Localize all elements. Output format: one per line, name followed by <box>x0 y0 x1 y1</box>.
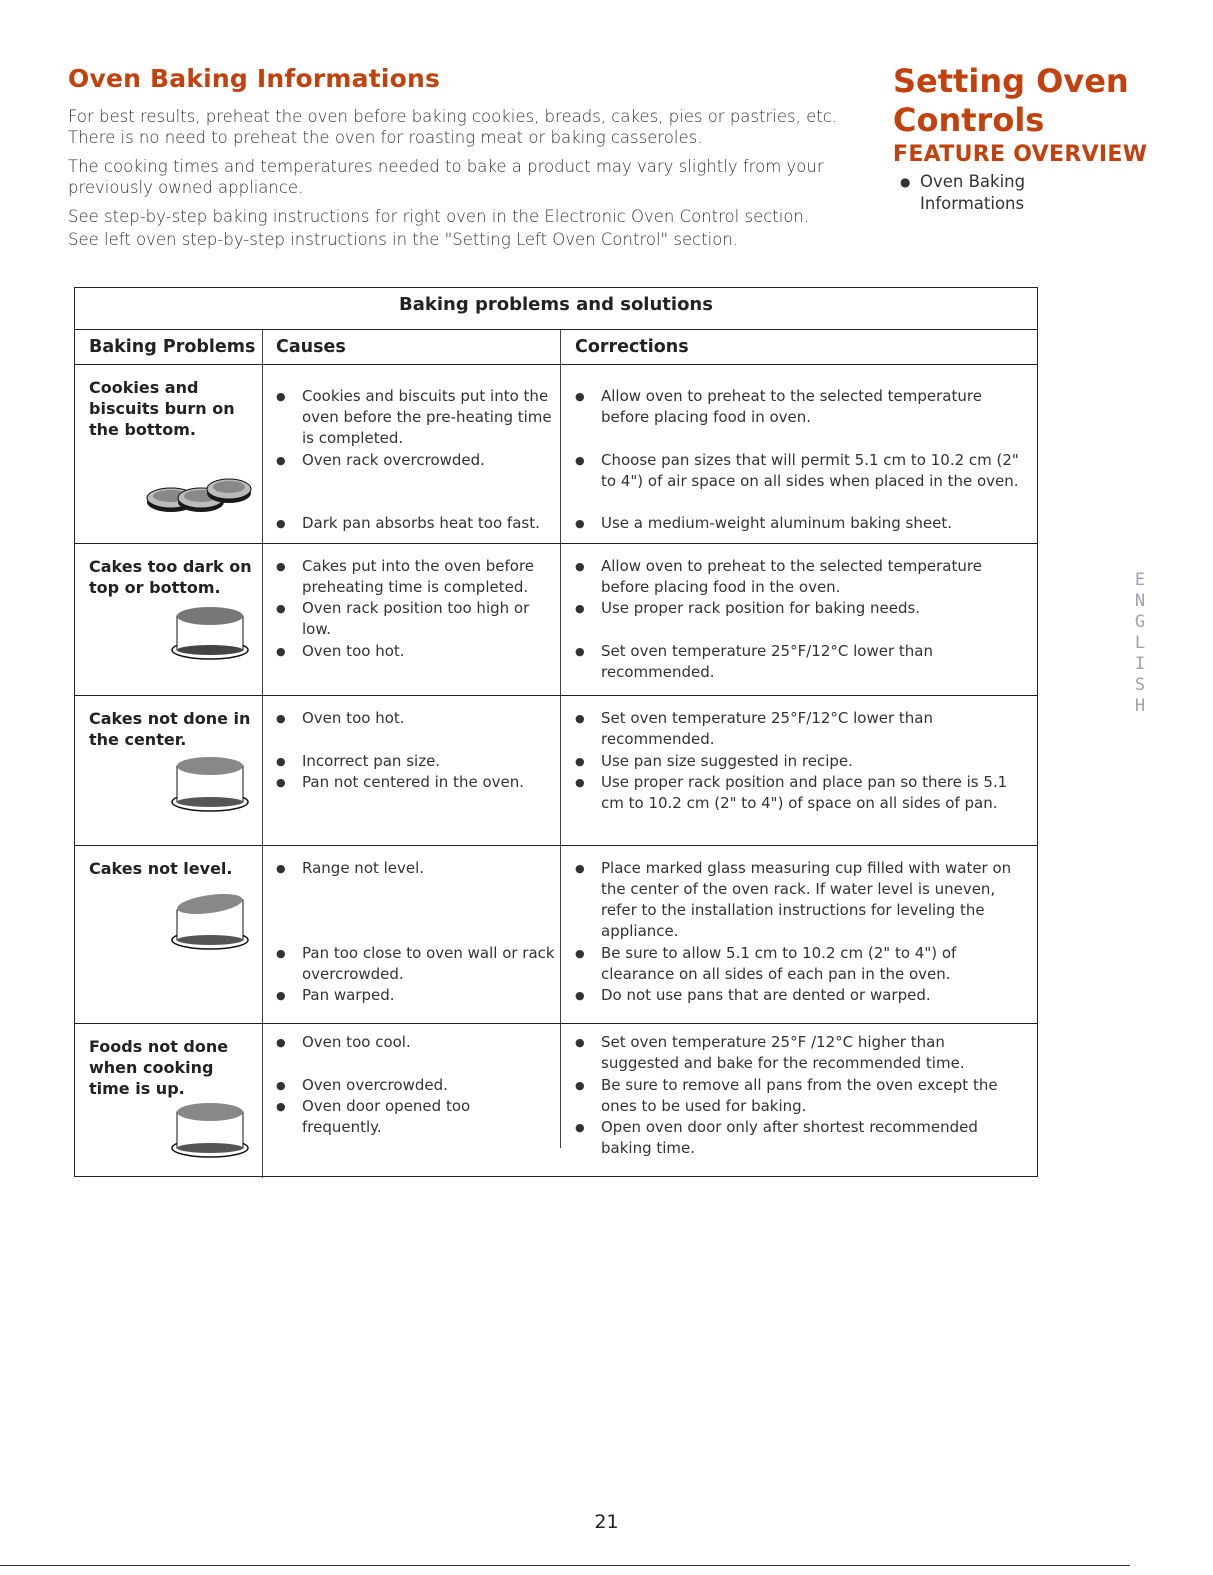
feature-overview-heading: FEATURE OVERVIEW <box>893 142 1148 167</box>
bullet-icon: ● <box>575 390 585 403</box>
table-caption: Baking problems and solutions <box>75 288 1037 330</box>
language-tab-letter: I <box>1134 654 1146 674</box>
bullet-icon: ● <box>575 1079 585 1092</box>
table-row <box>75 365 1037 544</box>
table-row <box>75 1024 1037 1176</box>
feature-overview-item: ● Oven Baking Informations <box>900 172 1026 213</box>
tilted-cake-icon <box>169 890 251 952</box>
cake-icon <box>169 752 251 814</box>
column-header-problems: Baking Problems <box>89 337 256 357</box>
bullet-icon: ● <box>276 645 286 658</box>
bullet-icon: ● <box>276 1036 286 1049</box>
intro-text <box>68 106 868 258</box>
cause-item: ● Oven overcrowded. <box>276 1076 448 1094</box>
footer-rule <box>0 1565 1130 1566</box>
language-tab <box>1133 570 1147 717</box>
bullet-icon: ● <box>575 862 585 875</box>
bullet-icon: ● <box>276 560 286 573</box>
bullet-icon: ● <box>276 390 286 403</box>
bullet-icon: ● <box>276 712 286 725</box>
page-title: Oven Baking Informations <box>68 64 441 93</box>
language-tab-letter: G <box>1134 612 1146 632</box>
baking-problems-table <box>74 287 1038 1177</box>
cause-item: ● Dark pan absorbs heat too fast. <box>276 514 540 532</box>
cause-item: ● Cakes put into the oven before preheating time is completed. <box>276 557 535 596</box>
column-header-causes: Causes <box>276 337 346 357</box>
cause-item: ● Oven door opened too frequently. <box>276 1097 471 1136</box>
bullet-icon: ● <box>575 645 585 658</box>
language-tab-letter: L <box>1134 633 1146 653</box>
correction-item: ● Open oven door only after shortest recommended baking time. <box>575 1118 978 1157</box>
intro-paragraph: See step-by-step baking instructions for right oven in the Electronic Oven Control section. <box>68 207 810 226</box>
bullet-icon: ● <box>276 517 286 530</box>
language-tab-letter: E <box>1134 570 1146 590</box>
correction-item: ● Set oven temperature 25°F/12°C lower than recommended. <box>575 709 933 748</box>
bullet-icon: ● <box>575 560 585 573</box>
bullet-icon: ● <box>575 602 585 615</box>
cause-item: ● Incorrect pan size. <box>276 752 441 770</box>
cause-item: ● Oven too cool. <box>276 1033 411 1051</box>
table-row <box>75 696 1037 846</box>
correction-item: ● Use proper rack position for baking needs. <box>575 599 921 617</box>
intro-paragraph: See left oven step-by-step instructions in the "Setting Left Oven Control" section. <box>68 230 739 249</box>
correction-item: ● Set oven temperature 25°F/12°C lower than recommended. <box>575 642 933 681</box>
correction-item: ● Use a medium-weight aluminum baking sheet. <box>575 514 952 532</box>
table-header-row <box>75 330 1037 365</box>
correction-item: ● Use pan size suggested in recipe. <box>575 752 853 770</box>
cause-item: ● Oven too hot. <box>276 642 405 660</box>
problem-label: Foods not done when cooking time is up. <box>89 1037 229 1098</box>
bullet-icon: ● <box>575 989 585 1002</box>
bullet-icon: ● <box>276 454 286 467</box>
correction-item: ● Be sure to allow 5.1 cm to 10.2 cm (2" to 4") of clearance on all sides of each pan in the oven. <box>575 944 957 983</box>
correction-item: ● Allow oven to preheat to the selected temperature before placing food in oven. <box>575 387 982 426</box>
language-tab-letter: H <box>1134 696 1146 716</box>
problem-label: Cookies and biscuits burn on the bottom. <box>89 378 235 439</box>
cause-item: ● Range not level. <box>276 859 425 877</box>
problem-label: Cakes not level. <box>89 859 233 878</box>
bullet-icon: ● <box>276 862 286 875</box>
bullet-icon: ● <box>276 776 286 789</box>
language-tab-letter: S <box>1134 675 1146 695</box>
bullet-icon: ● <box>575 712 585 725</box>
cookies-icon <box>143 469 258 519</box>
cake-icon <box>169 602 251 662</box>
bullet-icon: ● <box>900 175 911 189</box>
problem-label: Cakes too dark on top or bottom. <box>89 557 252 597</box>
section-title: Setting Oven Controls <box>893 62 1129 139</box>
cause-item: ● Oven rack position too high or low. <box>276 599 530 638</box>
correction-item: ● Use proper rack position and place pan so there is 5.1 cm to 10.2 cm (2" to 4") of space on all sides of pan. <box>575 773 1008 812</box>
intro-paragraph: For best results, preheat the oven before baking cookies, breads, cakes, pies or pastries, etc. There is no need to preheat the oven for roasting meat or baking casseroles. <box>68 107 838 147</box>
bullet-icon: ● <box>575 1036 585 1049</box>
bullet-icon: ● <box>575 454 585 467</box>
table-row <box>75 544 1037 696</box>
intro-paragraph: The cooking times and temperatures needed to bake a product may vary slightly from your previously owned appliance. <box>68 157 824 197</box>
bullet-icon: ● <box>575 947 585 960</box>
cake-icon <box>169 1098 251 1160</box>
bullet-icon: ● <box>575 1121 585 1134</box>
bullet-icon: ● <box>575 776 585 789</box>
correction-item: ● Do not use pans that are dented or warped. <box>575 986 931 1004</box>
correction-item: ● Choose pan sizes that will permit 5.1 cm to 10.2 cm (2" to 4") of air space on all sides when placed in the oven. <box>575 451 1019 490</box>
correction-item: ● Set oven temperature 25°F /12°C higher than suggested and bake for the recommended time. <box>575 1033 965 1072</box>
page-number: 21 <box>594 1511 619 1533</box>
cause-item: ● Pan warped. <box>276 986 395 1004</box>
bullet-icon: ● <box>276 602 286 615</box>
column-header-corrections: Corrections <box>575 337 689 357</box>
table-row <box>75 846 1037 1024</box>
bullet-icon: ● <box>575 517 585 530</box>
correction-item: ● Allow oven to preheat to the selected temperature before placing food in the oven. <box>575 557 982 596</box>
bullet-icon: ● <box>276 1100 286 1113</box>
bullet-icon: ● <box>276 947 286 960</box>
cause-item: ● Oven too hot. <box>276 709 405 727</box>
language-tab-letter: N <box>1134 591 1146 611</box>
cause-item: ● Cookies and biscuits put into the oven before the pre-heating time is completed. <box>276 387 552 447</box>
bullet-icon: ● <box>575 755 585 768</box>
bullet-icon: ● <box>276 1079 286 1092</box>
cause-item: ● Pan too close to oven wall or rack overcrowded. <box>276 944 555 983</box>
correction-item: ● Place marked glass measuring cup filled with water on the center of the oven rack. If water level is uneven, refer to the installation instructions for leveling the appliance. <box>575 859 1012 940</box>
bullet-icon: ● <box>276 989 286 1002</box>
cause-item: ● Oven rack overcrowded. <box>276 451 485 469</box>
bullet-icon: ● <box>276 755 286 768</box>
problem-label: Cakes not done in the center. <box>89 709 251 749</box>
cause-item: ● Pan not centered in the oven. <box>276 773 525 791</box>
correction-item: ● Be sure to remove all pans from the oven except the ones to be used for baking. <box>575 1076 998 1115</box>
